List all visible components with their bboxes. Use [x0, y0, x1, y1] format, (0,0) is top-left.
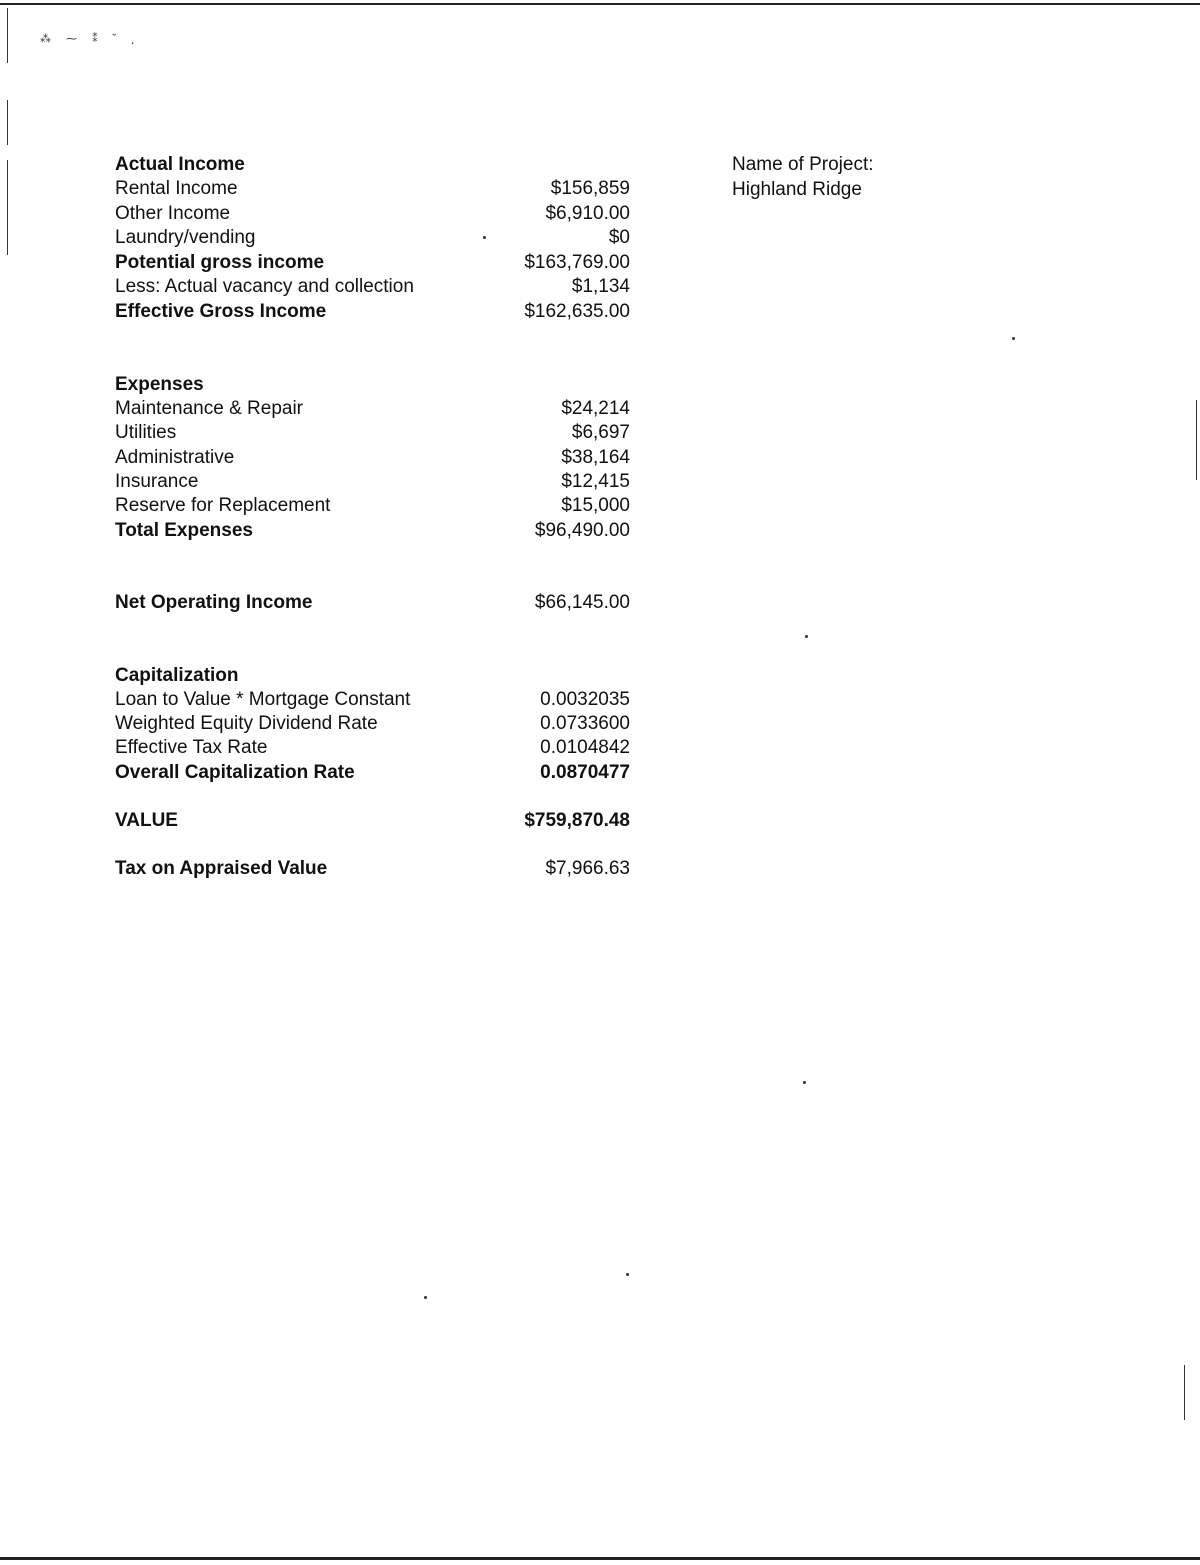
scan-speck [1012, 337, 1015, 340]
right-edge-mark [1184, 1365, 1185, 1420]
line-item-value: 0.0870477 [540, 762, 630, 783]
net-operating-income-row [115, 591, 630, 615]
line-item-value: $6,910.00 [545, 203, 630, 224]
scan-speck [803, 1081, 806, 1084]
line-item-label: Maintenance & Repair [115, 398, 303, 419]
scan-speck [424, 1296, 427, 1299]
line-item-value: $162,635.00 [524, 301, 630, 322]
subtotal-row [115, 519, 630, 543]
line-item-value: 0.0104842 [540, 737, 630, 758]
line-item-value: $0 [608, 227, 630, 248]
line-item [115, 688, 630, 712]
line-item [115, 494, 630, 518]
line-item-label: Administrative [115, 447, 235, 468]
line-item [115, 177, 630, 201]
line-item-label: Utilities [115, 422, 177, 443]
line-item-label: Less: Actual vacancy and collection [115, 276, 414, 297]
line-item [115, 226, 630, 250]
line-item [115, 736, 630, 760]
line-item [115, 275, 630, 299]
line-item [115, 470, 630, 494]
line-item-label: Other Income [115, 203, 231, 224]
line-item-label: Loan to Value * Mortgage Constant [115, 689, 411, 710]
line-item-label: Reserve for Replacement [115, 495, 331, 516]
section-heading: Capitalization [115, 665, 239, 686]
section-heading: Expenses [115, 374, 204, 395]
line-item-value: $66,145.00 [534, 592, 630, 613]
project-name: Highland Ridge [732, 179, 862, 200]
subtotal-row [115, 761, 630, 785]
subtotal-row [115, 300, 630, 324]
line-item-label: Overall Capitalization Rate [115, 762, 355, 783]
line-item-value: $38,164 [561, 447, 630, 468]
line-item-value: $24,214 [561, 398, 630, 419]
line-item-label: Potential gross income [115, 252, 325, 273]
line-item-label: VALUE [115, 810, 178, 831]
line-item-label: Rental Income [115, 178, 238, 199]
line-item [115, 202, 630, 226]
line-item-value: $12,415 [561, 471, 630, 492]
line-item-label: Tax on Appraised Value [115, 858, 328, 879]
line-item-value: $15,000 [561, 495, 630, 516]
line-item-label: Insurance [115, 471, 199, 492]
line-item-value: $163,769.00 [524, 252, 630, 273]
income-section-heading [115, 153, 630, 177]
scan-speck [805, 635, 808, 638]
left-edge-mark [7, 160, 8, 255]
right-edge-mark [1196, 400, 1197, 480]
section-heading: Actual Income [115, 154, 245, 175]
line-item-label: Net Operating Income [115, 592, 313, 613]
line-item-label: Laundry/vending [115, 227, 256, 248]
expenses-section-heading [115, 373, 630, 397]
subtotal-row [115, 251, 630, 275]
line-item-value: $759,870.48 [524, 810, 630, 831]
line-item-label: Effective Gross Income [115, 301, 327, 322]
bottom-border-line [0, 1557, 1200, 1560]
line-item-label: Effective Tax Rate [115, 737, 268, 758]
line-item [115, 397, 630, 421]
line-item-value: $156,859 [550, 178, 630, 199]
line-item-value: 0.0032035 [540, 689, 630, 710]
line-item [115, 712, 630, 736]
tax-row [115, 857, 630, 881]
top-border-line [0, 3, 1200, 5]
line-item [115, 446, 630, 470]
line-item-value: $96,490.00 [534, 520, 630, 541]
line-item [115, 421, 630, 445]
left-edge-mark [7, 100, 8, 145]
capitalization-section-heading [115, 664, 630, 688]
line-item-value: $6,697 [571, 422, 630, 443]
project-label: Name of Project: [732, 154, 874, 175]
scan-noise: ⁂ ⁓ ⁑ ˘ ˛ [40, 33, 142, 45]
scan-speck [626, 1273, 629, 1276]
line-item-value: $7,966.63 [545, 858, 630, 879]
line-item-label: Weighted Equity Dividend Rate [115, 713, 378, 734]
value-row [115, 809, 630, 833]
line-item-value: $1,134 [571, 276, 630, 297]
line-item-label: Total Expenses [115, 520, 253, 541]
left-edge-mark [7, 8, 8, 63]
line-item-value: 0.0733600 [540, 713, 630, 734]
